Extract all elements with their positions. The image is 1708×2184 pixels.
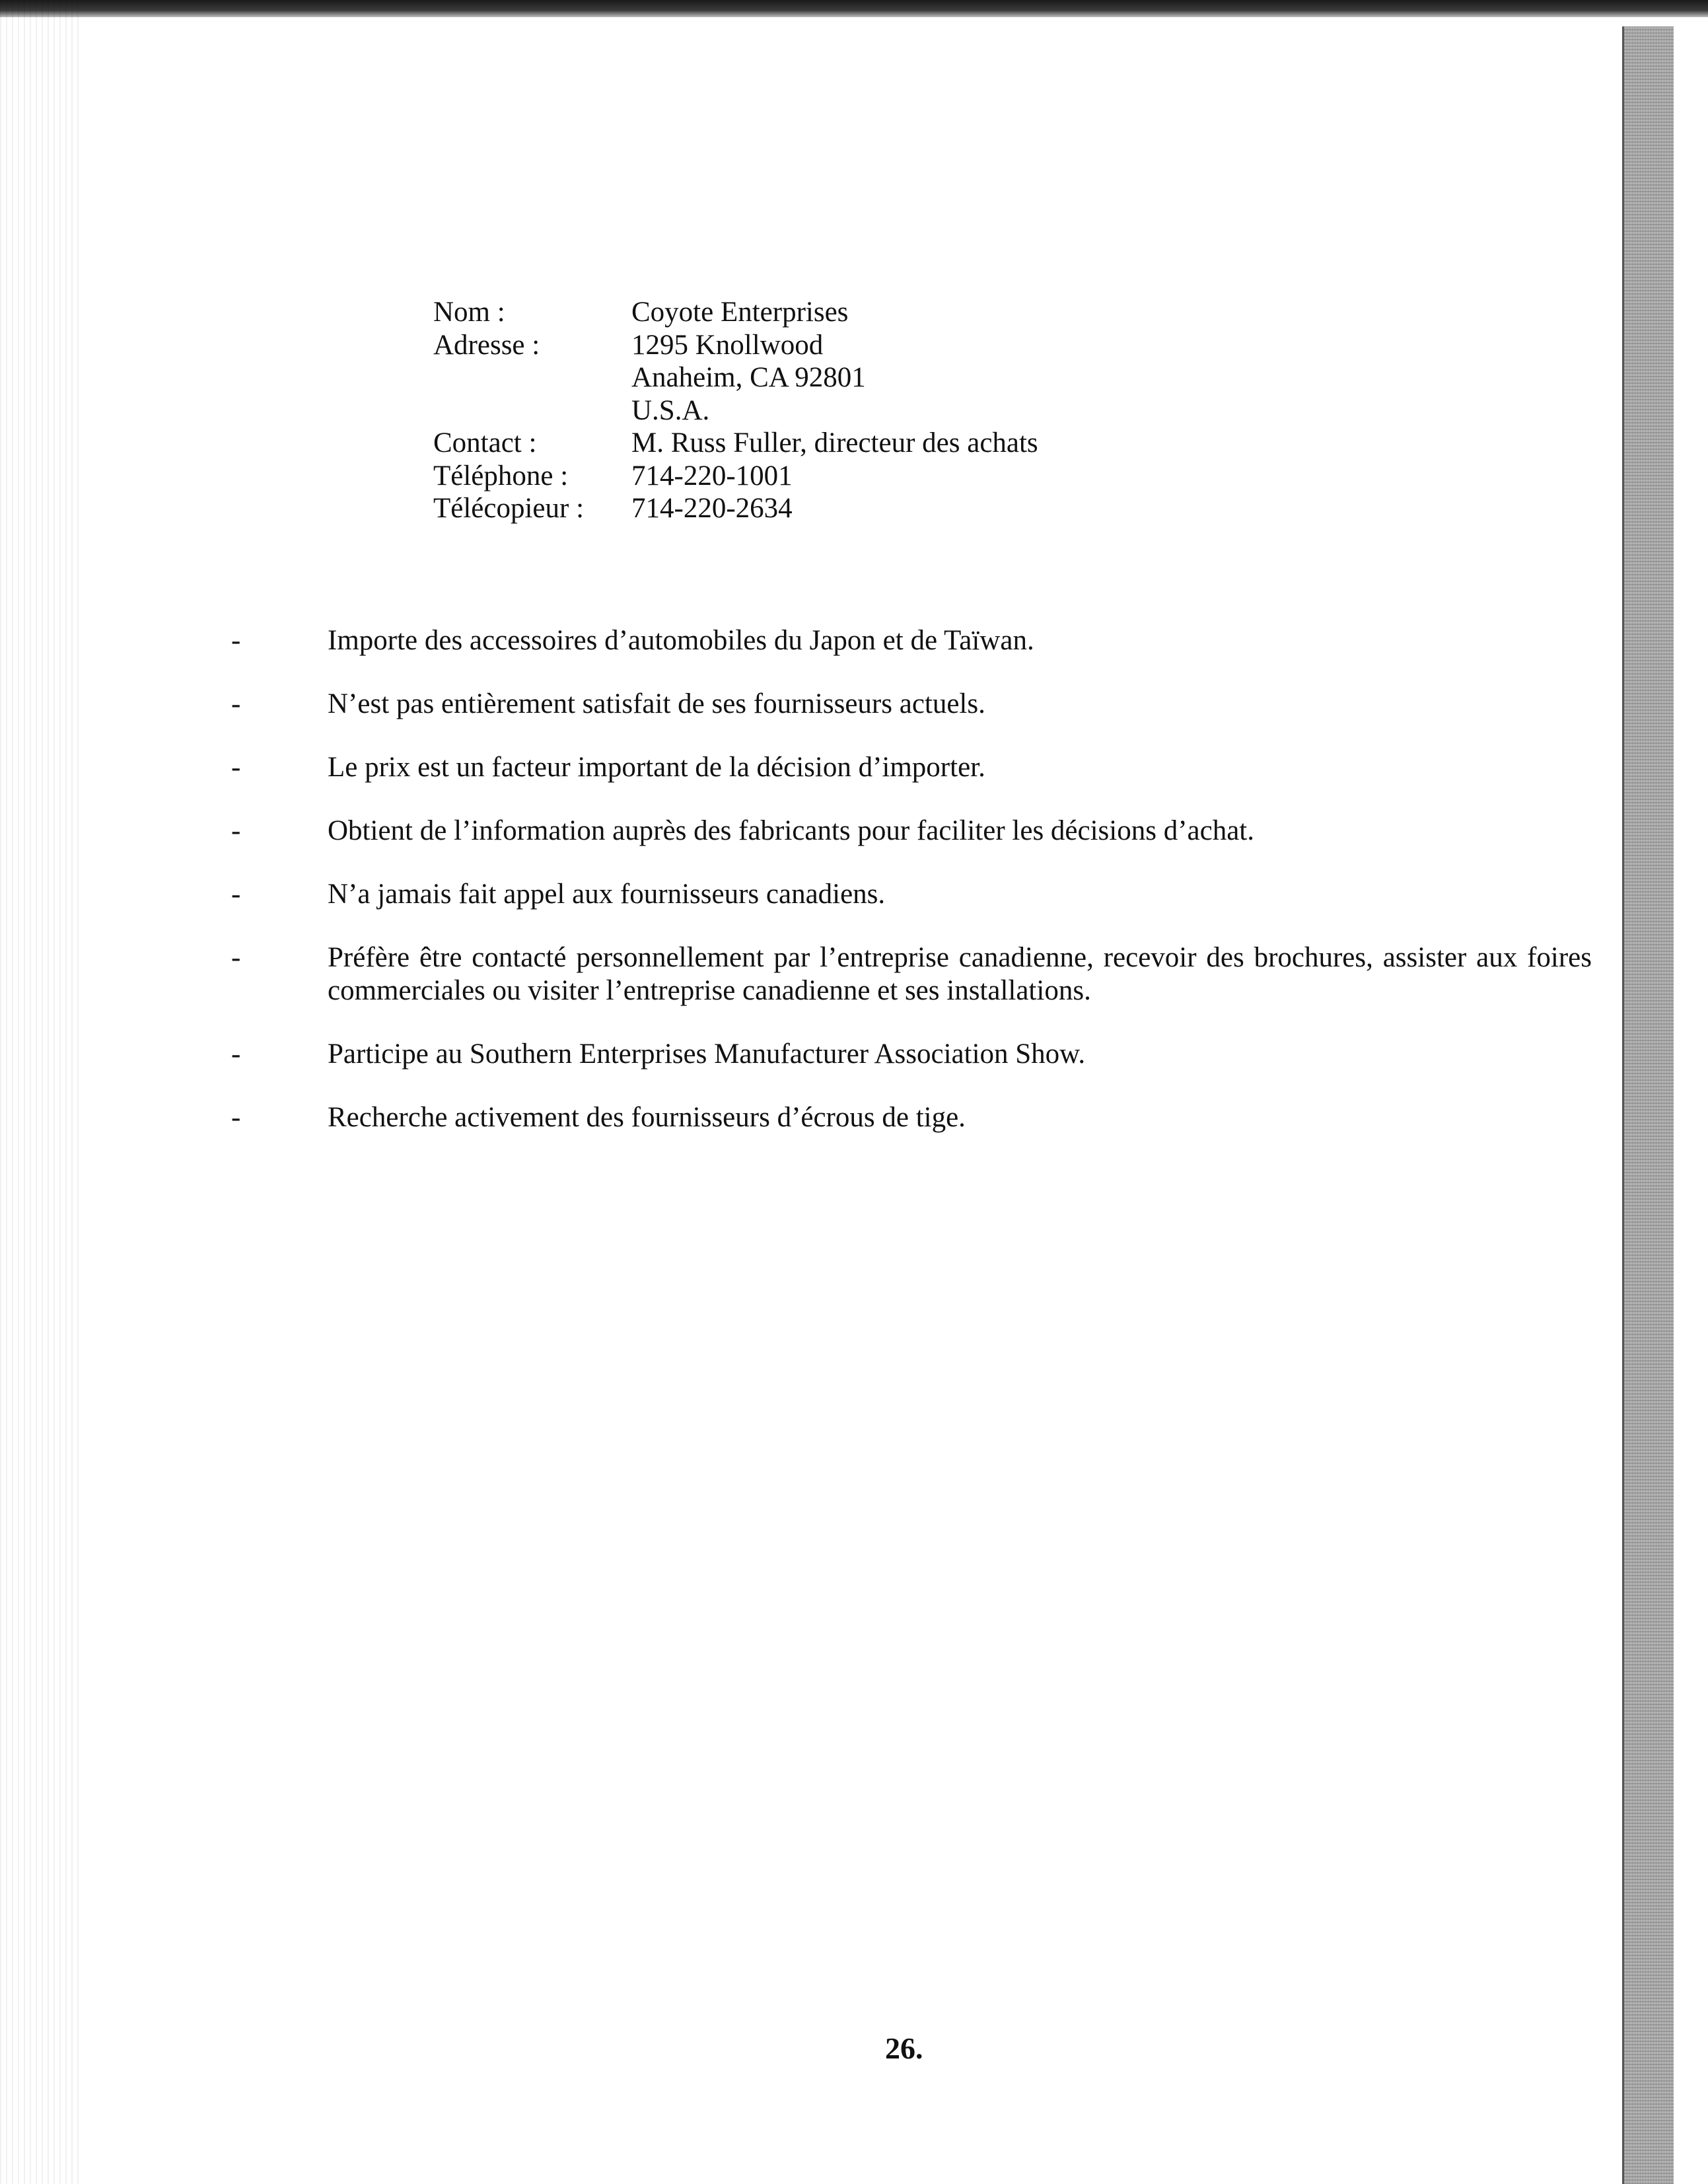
list-item bbox=[231, 1038, 1592, 1071]
list-item bbox=[231, 624, 1592, 657]
bullet-dash: - bbox=[231, 1102, 241, 1133]
list-item-text: N’est pas entièrement satisfait de ses fournisseurs actuels. bbox=[328, 688, 985, 719]
bullet-dash: - bbox=[231, 1038, 241, 1070]
empty-label bbox=[433, 361, 631, 394]
list-item-text: Participe au Southern Enterprises Manufacturer Association Show. bbox=[328, 1038, 1086, 1070]
contact-row-nom bbox=[433, 296, 1226, 329]
bullet-dash: - bbox=[231, 752, 241, 783]
page-number: 26. bbox=[885, 2031, 923, 2065]
nom-value: Coyote Enterprises bbox=[631, 297, 849, 328]
bullet-dash: - bbox=[231, 688, 241, 719]
scan-top-edge bbox=[0, 0, 1708, 17]
adresse-label: Adresse : bbox=[433, 329, 540, 361]
nom-label: Nom : bbox=[433, 297, 505, 328]
bullet-list bbox=[231, 624, 1592, 1165]
telephone-label: Téléphone : bbox=[433, 460, 569, 491]
scan-binding-edge bbox=[0, 0, 79, 2184]
adresse-line-2: Anaheim, CA 92801 bbox=[631, 362, 866, 393]
list-item bbox=[231, 1101, 1592, 1134]
contact-row-telecopieur bbox=[433, 492, 1226, 525]
list-item-text: Obtient de l’information auprès des fabricants pour faciliter les décisions d’achat. bbox=[328, 815, 1254, 846]
contact-label: Contact : bbox=[433, 427, 537, 458]
list-item-text: Importe des accessoires d’automobiles du Japon et de Taïwan. bbox=[328, 625, 1034, 656]
list-item bbox=[231, 688, 1592, 721]
telephone-value: 714-220-1001 bbox=[631, 460, 793, 491]
adresse-line-3: U.S.A. bbox=[631, 394, 710, 426]
list-item-text: N’a jamais fait appel aux fournisseurs canadiens. bbox=[328, 879, 886, 910]
bullet-dash: - bbox=[231, 815, 241, 846]
contact-row-contact bbox=[433, 427, 1226, 460]
bullet-dash: - bbox=[231, 625, 241, 656]
empty-label bbox=[433, 394, 631, 427]
contact-row-telephone bbox=[433, 460, 1226, 493]
contact-row-adresse bbox=[433, 329, 1226, 362]
bullet-dash: - bbox=[231, 879, 241, 910]
adresse-line-1: 1295 Knollwood bbox=[631, 329, 824, 361]
contact-block bbox=[433, 296, 1226, 525]
contact-value: M. Russ Fuller, directeur des achats bbox=[631, 427, 1038, 458]
scan-right-edge bbox=[1622, 26, 1676, 2184]
contact-row-adresse-2 bbox=[433, 361, 1226, 394]
list-item-text: Préfère être contacté personnellement par l’entreprise canadienne, recevoir des brochures, assister aux foires commerciales ou visiter l’entreprise canadienne et ses installations. bbox=[328, 942, 1592, 1006]
bullet-dash: - bbox=[231, 942, 241, 973]
telecopieur-value: 714-220-2634 bbox=[631, 493, 793, 524]
list-item bbox=[231, 815, 1592, 848]
list-item bbox=[231, 941, 1592, 1007]
list-item bbox=[231, 878, 1592, 911]
page-margin-right bbox=[1674, 26, 1708, 2184]
contact-row-adresse-3 bbox=[433, 394, 1226, 427]
list-item-text: Le prix est un facteur important de la décision d’importer. bbox=[328, 752, 985, 783]
list-item bbox=[231, 751, 1592, 784]
telecopieur-label: Télécopieur : bbox=[433, 493, 585, 524]
list-item-text: Recherche activement des fournisseurs d’écrous de tige. bbox=[328, 1102, 966, 1133]
